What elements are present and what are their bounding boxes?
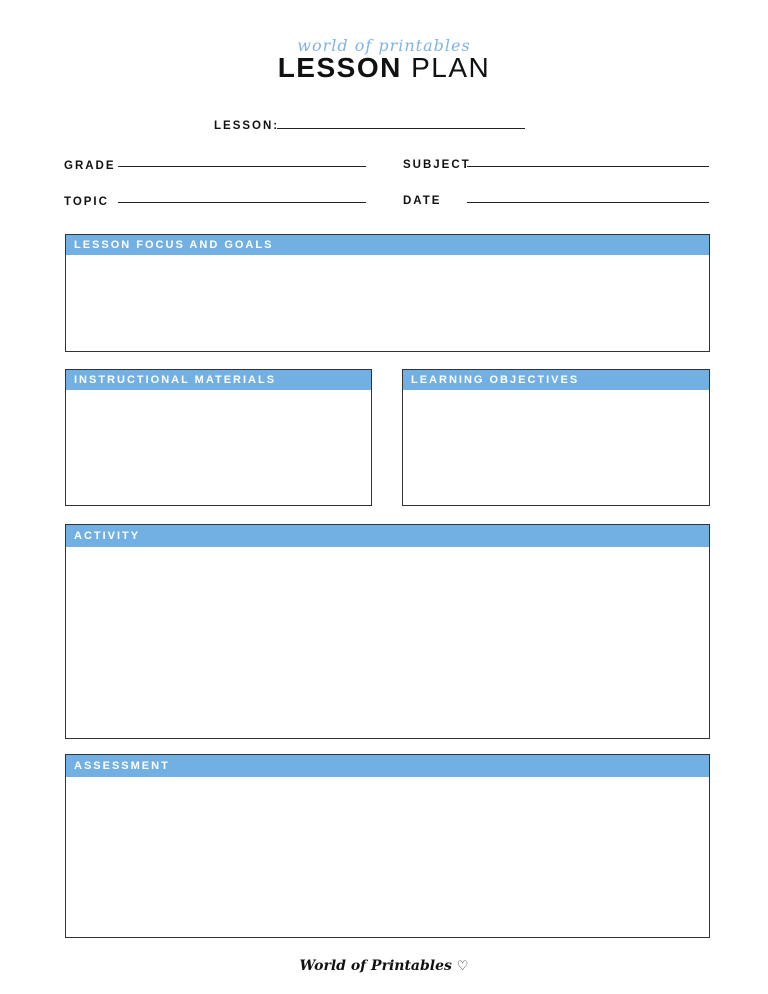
date-label: DATE (403, 195, 442, 207)
page-title (0, 52, 768, 84)
topic-label: TOPIC (64, 196, 109, 208)
lesson-label: LESSON: (214, 120, 280, 132)
assessment-title: ASSESSMENT (74, 760, 170, 772)
title-light: PLAN (411, 52, 491, 83)
focus-header (66, 235, 709, 255)
assessment-header (66, 755, 709, 777)
objectives-title: LEARNING OBJECTIVES (411, 374, 580, 386)
heart-icon: ♡ (456, 959, 469, 974)
lesson-line[interactable] (277, 128, 525, 129)
materials-title: INSTRUCTIONAL MATERIALS (74, 374, 277, 386)
assessment-section[interactable] (65, 754, 710, 938)
materials-header (66, 370, 371, 390)
objectives-header (403, 370, 709, 390)
subject-line[interactable] (467, 166, 709, 167)
footer-brand-text: World of Printables (299, 958, 452, 974)
subject-label: SUBJECT (403, 159, 471, 171)
activity-title: ACTIVITY (74, 530, 141, 542)
objectives-section[interactable] (402, 369, 710, 506)
title-bold: LESSON (277, 52, 402, 83)
footer-brand (0, 958, 768, 974)
grade-line[interactable] (118, 166, 366, 167)
topic-line[interactable] (118, 202, 366, 203)
focus-section[interactable] (65, 234, 710, 352)
brand-script: world of printables (297, 36, 471, 55)
focus-title: LESSON FOCUS AND GOALS (74, 239, 274, 251)
activity-section[interactable] (65, 524, 710, 739)
activity-header (66, 525, 709, 547)
materials-section[interactable] (65, 369, 372, 506)
date-line[interactable] (467, 202, 709, 203)
grade-label: GRADE (64, 160, 116, 172)
